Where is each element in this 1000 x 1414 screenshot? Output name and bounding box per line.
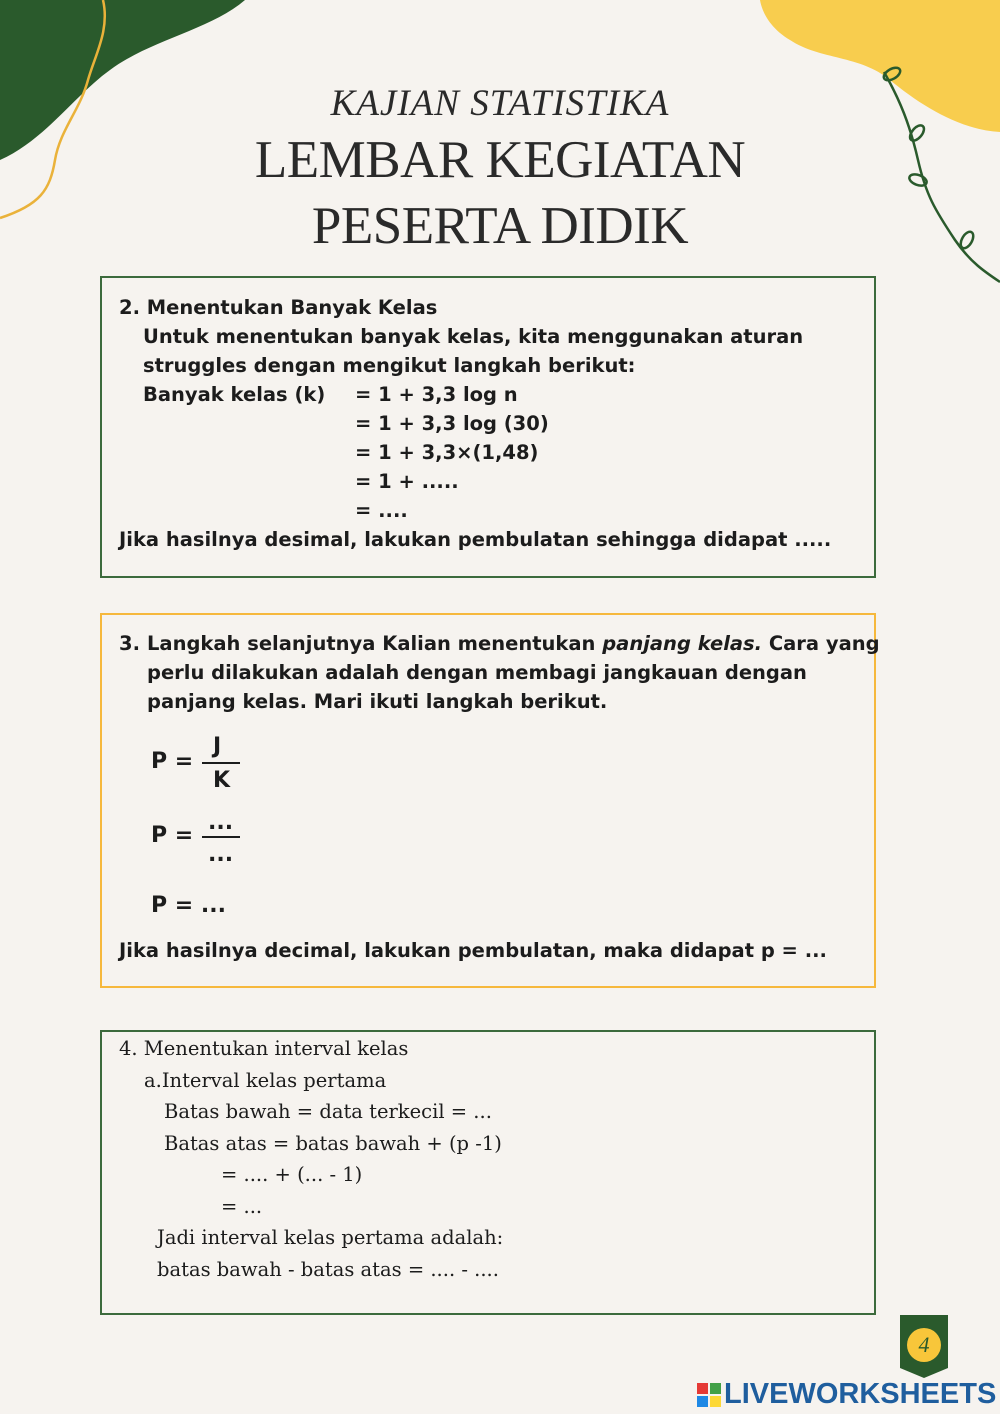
formula-denominator: K <box>213 768 231 793</box>
header-title-line1: LEMBAR KEGIATAN <box>254 131 746 189</box>
page-number: 4 <box>918 1332 930 1357</box>
formula-sub-denominator: ... <box>208 842 234 867</box>
section3-line1-before: Langkah selanjutnya Kalian menentukan <box>147 632 603 655</box>
formula-sub-numerator: ... <box>208 810 234 835</box>
section3-conclusion: Jika hasilnya decimal, lakukan pembulatan, maka didapat p = ... <box>119 939 827 962</box>
section2-intro-line2: struggles dengan mengikut langkah berikut: <box>143 354 636 377</box>
liveworksheets-logo-icon <box>697 1383 721 1407</box>
section4-upper-bound: Batas atas = batas bawah + (p -1) <box>164 1132 502 1155</box>
section2-step: = 1 + 3,3 log (30) <box>355 412 549 435</box>
section3-line1 <box>147 632 880 656</box>
section2-box <box>100 276 876 578</box>
header-subtitle: KAJIAN STATISTIKA <box>330 83 670 124</box>
section4-box <box>100 1030 876 1315</box>
section3-number: 3. <box>119 632 140 655</box>
section3-line2: perlu dilakukan adalah dengan membagi jangkauan dengan <box>147 661 807 684</box>
section4-calc2: = ... <box>221 1195 263 1218</box>
section2-step: = .... <box>355 499 408 522</box>
section2-intro-line1: Untuk menentukan banyak kelas, kita menggunakan aturan <box>143 325 804 348</box>
formula-numerator: J <box>213 734 222 759</box>
section3-box <box>100 613 880 988</box>
formula-lhs: P = <box>151 749 194 774</box>
section4-conclusion2: batas bawah - batas atas = .... - .... <box>157 1258 499 1281</box>
section3-line1-after: Cara yang <box>762 632 880 655</box>
section4-heading: 4. Menentukan interval kelas <box>119 1037 409 1060</box>
section4-conclusion1: Jadi interval kelas pertama adalah: <box>157 1226 504 1249</box>
section3-emphasis: panjang kelas. <box>602 632 763 655</box>
section2-step: = 1 + ..... <box>355 470 459 493</box>
fraction-bar <box>202 836 240 838</box>
formula-sub-lhs: P = <box>151 823 194 848</box>
section3-line3: panjang kelas. Mari ikuti langkah berikut. <box>147 690 608 713</box>
section4-subheading: a.Interval kelas pertama <box>144 1069 387 1092</box>
section4-calc1: = .... + (... - 1) <box>221 1163 363 1186</box>
fraction-bar <box>202 762 240 764</box>
section2-step: = 1 + 3,3 log n <box>355 383 518 406</box>
section2-conclusion: Jika hasilnya desimal, lakukan pembulatan sehingga didapat ..... <box>119 528 832 551</box>
section2-label: Banyak kelas (k) <box>143 383 326 406</box>
section4-lower-bound: Batas bawah = data terkecil = ... <box>164 1100 492 1123</box>
header-title-line2: PESERTA DIDIK <box>311 197 689 255</box>
formula-result: P = ... <box>151 893 226 918</box>
section2-heading: 2. Menentukan Banyak Kelas <box>119 296 438 319</box>
brand-name[interactable]: LIVEWORKSHEETS <box>724 1378 997 1410</box>
section2-step: = 1 + 3,3×(1,48) <box>355 441 539 464</box>
